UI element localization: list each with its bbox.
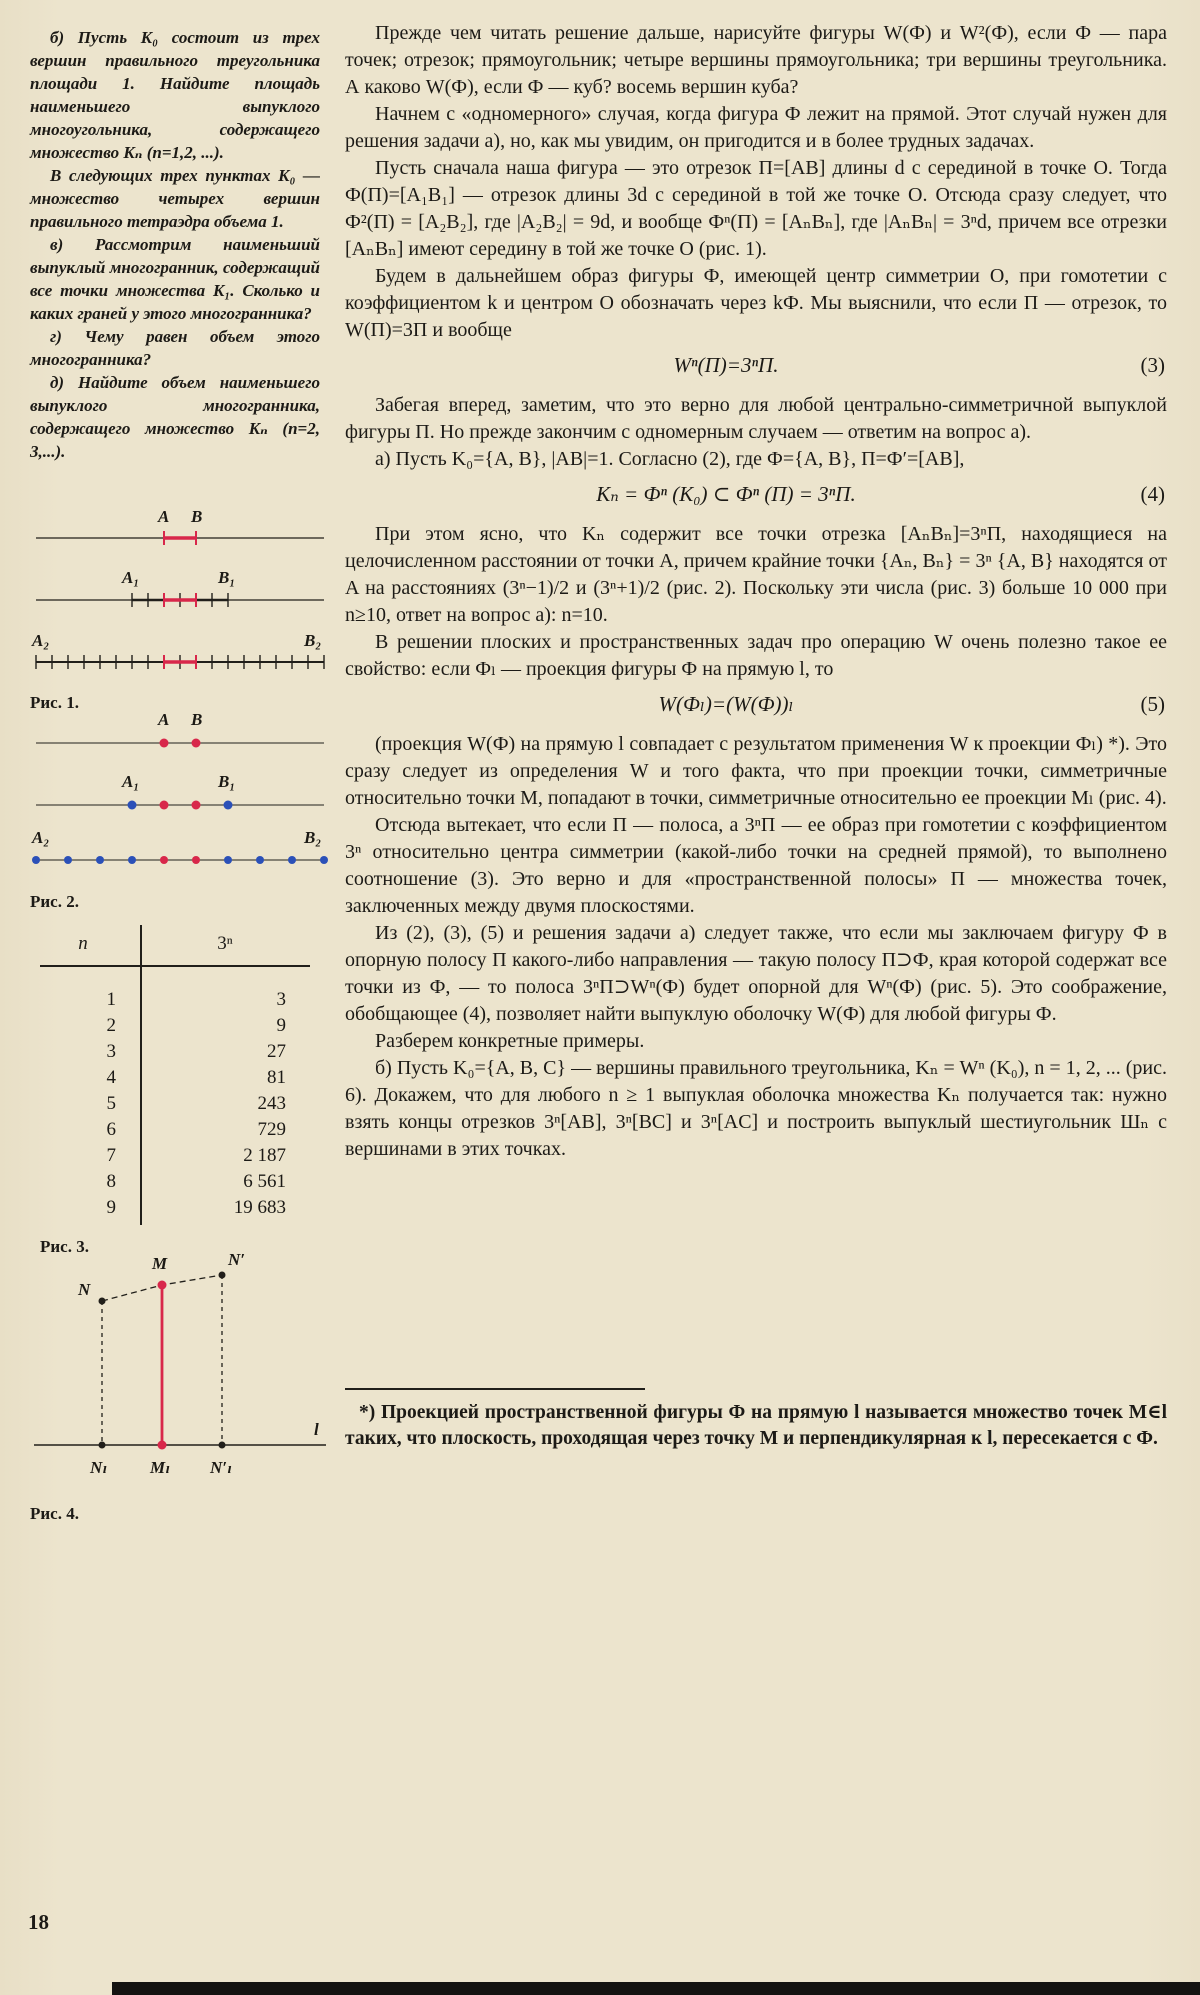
cell-3n: 19 683 <box>233 1197 286 1218</box>
body-paragraph: б) Пусть K₀={A, B, C} — вершины правильного треугольника, Kₙ = Wⁿ (K₀), n = 1, 2, ... (рис. 6). Докажем, что для любого n ≥ 1 выпуклая оболочка множества Kₙ получается так: нужно взять концы отрезков 3ⁿ[AB], 3ⁿ[BC] и 3ⁿ[AC] и построить выпуклый шестиугольник Шₙ с вершинами в этих точках. <box>345 1057 1167 1160</box>
scan-edge-artifact <box>112 1982 1200 1995</box>
body-paragraph: Пусть сначала наша фигура — это отрезок П=[AB] длины d с серединой в точке O. Тогда Ф(П)=[A₁B₁] — отрезок длины 3d с серединой в той же точке O. Отсюда сразу следует, что Ф²(П) = [A₂B₂], где |A₂B₂| = 9d, и вообще Фⁿ(П) = [AₙBₙ], где |AₙBₙ| = 3ⁿd, причем все отрезки [AₙBₙ] имеют середину в той же точке O (рис. 1). <box>345 157 1167 260</box>
label-line-l: l <box>314 1420 319 1439</box>
figure-4 <box>30 1235 330 1524</box>
problem-item-g: г) Чему равен объем этого многогранника? <box>30 327 320 369</box>
dots-line-A2B2 <box>31 828 328 864</box>
body-paragraph: а) Пусть K₀={A, B}, |AB|=1. Согласно (2), где Ф={A, B}, П=Ф′=[AB], <box>375 448 965 470</box>
figure-4-caption: Рис. 4. <box>30 1504 79 1523</box>
equation-body: W(Фₗ)=(W(Ф))ₗ <box>658 692 794 716</box>
body-paragraph: При этом ясно, что Kₙ содержит все точки отрезка [AₙBₙ]=3ⁿП, находящиеся на целочисленном расстоянии от точки A, причем крайние точки {Aₙ, Bₙ} = 3ⁿ {A, B} находятся от A на расстояниях (3ⁿ−1)/2 и (3ⁿ+1)/2 (рис. 2). Поскольку эти числа (рис. 3) больше 10 000 при n≥10, ответ на вопрос а): n=10. <box>345 523 1167 626</box>
label-A2: A₂ <box>32 828 50 847</box>
body-paragraph: В решении плоских и пространственных задач про операцию W очень полезно такое ее свойство: если Фₗ — проекция фигуры Ф на прямую l, то <box>345 631 1167 680</box>
figure-2 <box>30 705 330 912</box>
cell-3n: 3 <box>276 989 286 1010</box>
figure-1-drawing <box>30 500 330 682</box>
page-number: 18 <box>28 1910 49 1934</box>
label-B: B <box>191 507 203 526</box>
footnote <box>345 1388 1167 1452</box>
cell-n: 3 <box>106 1041 116 1062</box>
projection-construction <box>34 1250 326 1477</box>
label-N-l: Nₗ <box>90 1458 108 1477</box>
label-M-l: Mₗ <box>150 1458 171 1477</box>
cell-n: 9 <box>106 1197 116 1218</box>
table-body <box>40 987 310 1221</box>
body-paragraph: (проекция W(Ф) на прямую l совпадает с результатом применения W к проекции Фₗ) *). Это сразу следует из определения W и того факта, что при проекции точки, симметричные относительно точки M, попадают в точки, симметричные относительно ее проекции Mₗ (рис. 4). <box>345 733 1167 809</box>
dots-line-A1B1 <box>36 772 324 810</box>
figure-4-drawing <box>30 1235 330 1493</box>
body-paragraph: Прежде чем читать решение дальше, нарисуйте фигуры W(Ф) и W²(Ф), если Ф — пара точек; отрезок; прямоугольник; четыре вершины прямоугольника; три вершины треугольника. А каково W(Ф), если Ф — куб? восемь вершин куба? <box>345 22 1167 98</box>
equation-number: (5) <box>1140 692 1165 716</box>
equation-5 <box>345 692 1167 722</box>
equation-number: (3) <box>1140 353 1165 377</box>
table-header-n: n <box>78 933 88 954</box>
cell-3n: 9 <box>276 1015 286 1036</box>
number-line-A1B1 <box>36 568 324 607</box>
label-B2: B₂ <box>304 828 322 847</box>
body-paragraph: Будем в дальнейшем образ фигуры Ф, имеющей центр симметрии O, при гомотетии с коэффициентом k и центром O обозначать через kФ. Мы выяснили, что если П — отрезок, то W(П)=3П и вообще <box>345 265 1167 341</box>
label-B1: B₁ <box>218 568 236 587</box>
label-A: A <box>158 507 170 526</box>
table-row <box>40 1039 310 1065</box>
figure-3-caption: Рис. 3. <box>40 1237 89 1256</box>
label-A: A <box>158 710 170 729</box>
label-B1: B₁ <box>218 772 236 791</box>
problem-statements <box>30 26 320 463</box>
footnote-rule <box>345 1388 645 1390</box>
number-line-A2B2 <box>31 631 324 669</box>
table-row <box>40 1013 310 1039</box>
cell-3n: 729 <box>257 1119 286 1140</box>
label-N-prime: N′ <box>228 1250 246 1269</box>
label-B2: B₂ <box>304 631 322 650</box>
body-paragraph: Начнем с «одномерного» случая, когда фигура Ф лежит на прямой. Этот случай нужен для решения задачи а), но, как мы увидим, он пригодится и в более трудных задачах. <box>345 103 1167 152</box>
label-N: N <box>78 1280 91 1299</box>
cell-3n: 6 561 <box>243 1171 286 1192</box>
label-B: B <box>191 710 203 729</box>
number-line-AB <box>36 507 324 545</box>
table-row <box>40 1143 310 1169</box>
equation-3 <box>345 353 1167 383</box>
equation-4 <box>345 482 1167 512</box>
label-A1: A₁ <box>122 772 140 791</box>
problem-item-d: д) Найдите объем наименьшего выпуклого многогранника, содержащего множество Kₙ (n=2, 3,...). <box>30 373 320 461</box>
label-A2: A₂ <box>32 631 50 650</box>
table-row <box>40 1117 310 1143</box>
table-header-3n: 3ⁿ <box>217 933 233 954</box>
table-row <box>40 1195 310 1221</box>
cell-3n: 2 187 <box>243 1145 286 1166</box>
body-paragraph: Из (2), (3), (5) и решения задачи а) следует также, что если мы заключаем фигуру Ф в опорную полосу П какого-либо направления — такую полосу П⊃Ф, края которой содержат все точки из Ф, — то полоса 3ⁿП⊃Wⁿ(Ф) будет опорной для Wⁿ(Ф) (рис. 5). Это соображение, обобщающее (4), позволяет найти выпуклую оболочку W(Ф) для любой фигуры Ф. <box>345 922 1167 1025</box>
body-paragraph: Отсюда вытекает, что если П — полоса, а 3ⁿП — ее образ при гомотетии с коэффициентом 3ⁿ относительно центра симметрии (какой-либо точки на средней прямой), то выполнено соотношение (3). Это верно и для «пространственной полосы» П — множества точек, заключенных между двумя плоскостями. <box>345 814 1167 917</box>
table-header-rule <box>40 965 310 967</box>
table-row <box>40 1065 310 1091</box>
cell-n: 8 <box>106 1171 116 1192</box>
label-N-prime-l: N′ₗ <box>210 1458 233 1477</box>
cell-n: 2 <box>106 1015 116 1036</box>
cell-n: 4 <box>106 1067 116 1088</box>
label-M: M <box>152 1254 168 1273</box>
problem-item-v: в) Рассмотрим наименьший выпуклый многогранник, содержащий все точки множества K₁. Сколько и каких граней у этого многогранника? <box>30 235 320 323</box>
figure-3 <box>40 925 310 1257</box>
dots-line-AB <box>36 710 324 748</box>
table-row <box>40 1169 310 1195</box>
right-column <box>345 20 1167 1163</box>
problem-item-b: б) Пусть K₀ состоит из трех вершин правильного треугольника площади 1. Найдите площадь наименьшего выпуклого многоугольника, содержащего множество Kₙ (n=1,2, ...). <box>30 28 320 162</box>
label-A1: A₁ <box>122 568 140 587</box>
cell-3n: 81 <box>267 1067 286 1088</box>
problem-intro-tetrahedron: В следующих трех пунктах K₀ — множество четырех вершин правильного тетраэдра объема 1. <box>30 166 320 231</box>
equation-body: Kₙ = Фⁿ (K₀) ⊂ Фⁿ (П) = 3ⁿП. <box>596 482 856 506</box>
cell-3n: 243 <box>257 1093 286 1114</box>
body-paragraph: Разберем конкретные примеры. <box>375 1030 645 1052</box>
table-row <box>40 987 310 1013</box>
body-paragraph: Забегая вперед, заметим, что это верно для любой центрально-симметричной выпуклой фигуры П. Но прежде закончим с одномерным случаем — ответим на вопрос а). <box>345 394 1167 443</box>
footnote-text: *) Проекцией пространственной фигуры Ф на прямую l называется множество точек M∈l таких, что плоскость, проходящая через точку M и перпендикулярная к l, пересекается с Ф. <box>345 1402 1167 1449</box>
figure-2-caption: Рис. 2. <box>30 892 79 911</box>
cell-3n: 27 <box>267 1041 286 1062</box>
powers-of-three-table <box>40 925 310 1225</box>
cell-n: 1 <box>106 989 116 1010</box>
table-row <box>40 1091 310 1117</box>
cell-n: 6 <box>106 1119 116 1140</box>
figure-1-caption: Рис. 1. <box>30 693 79 712</box>
cell-n: 7 <box>106 1145 116 1166</box>
figure-1 <box>30 500 330 713</box>
figure-2-drawing <box>30 705 330 881</box>
equation-number: (4) <box>1140 482 1165 506</box>
equation-body: Wⁿ(П)=3ⁿП. <box>673 353 779 377</box>
cell-n: 5 <box>106 1093 116 1114</box>
